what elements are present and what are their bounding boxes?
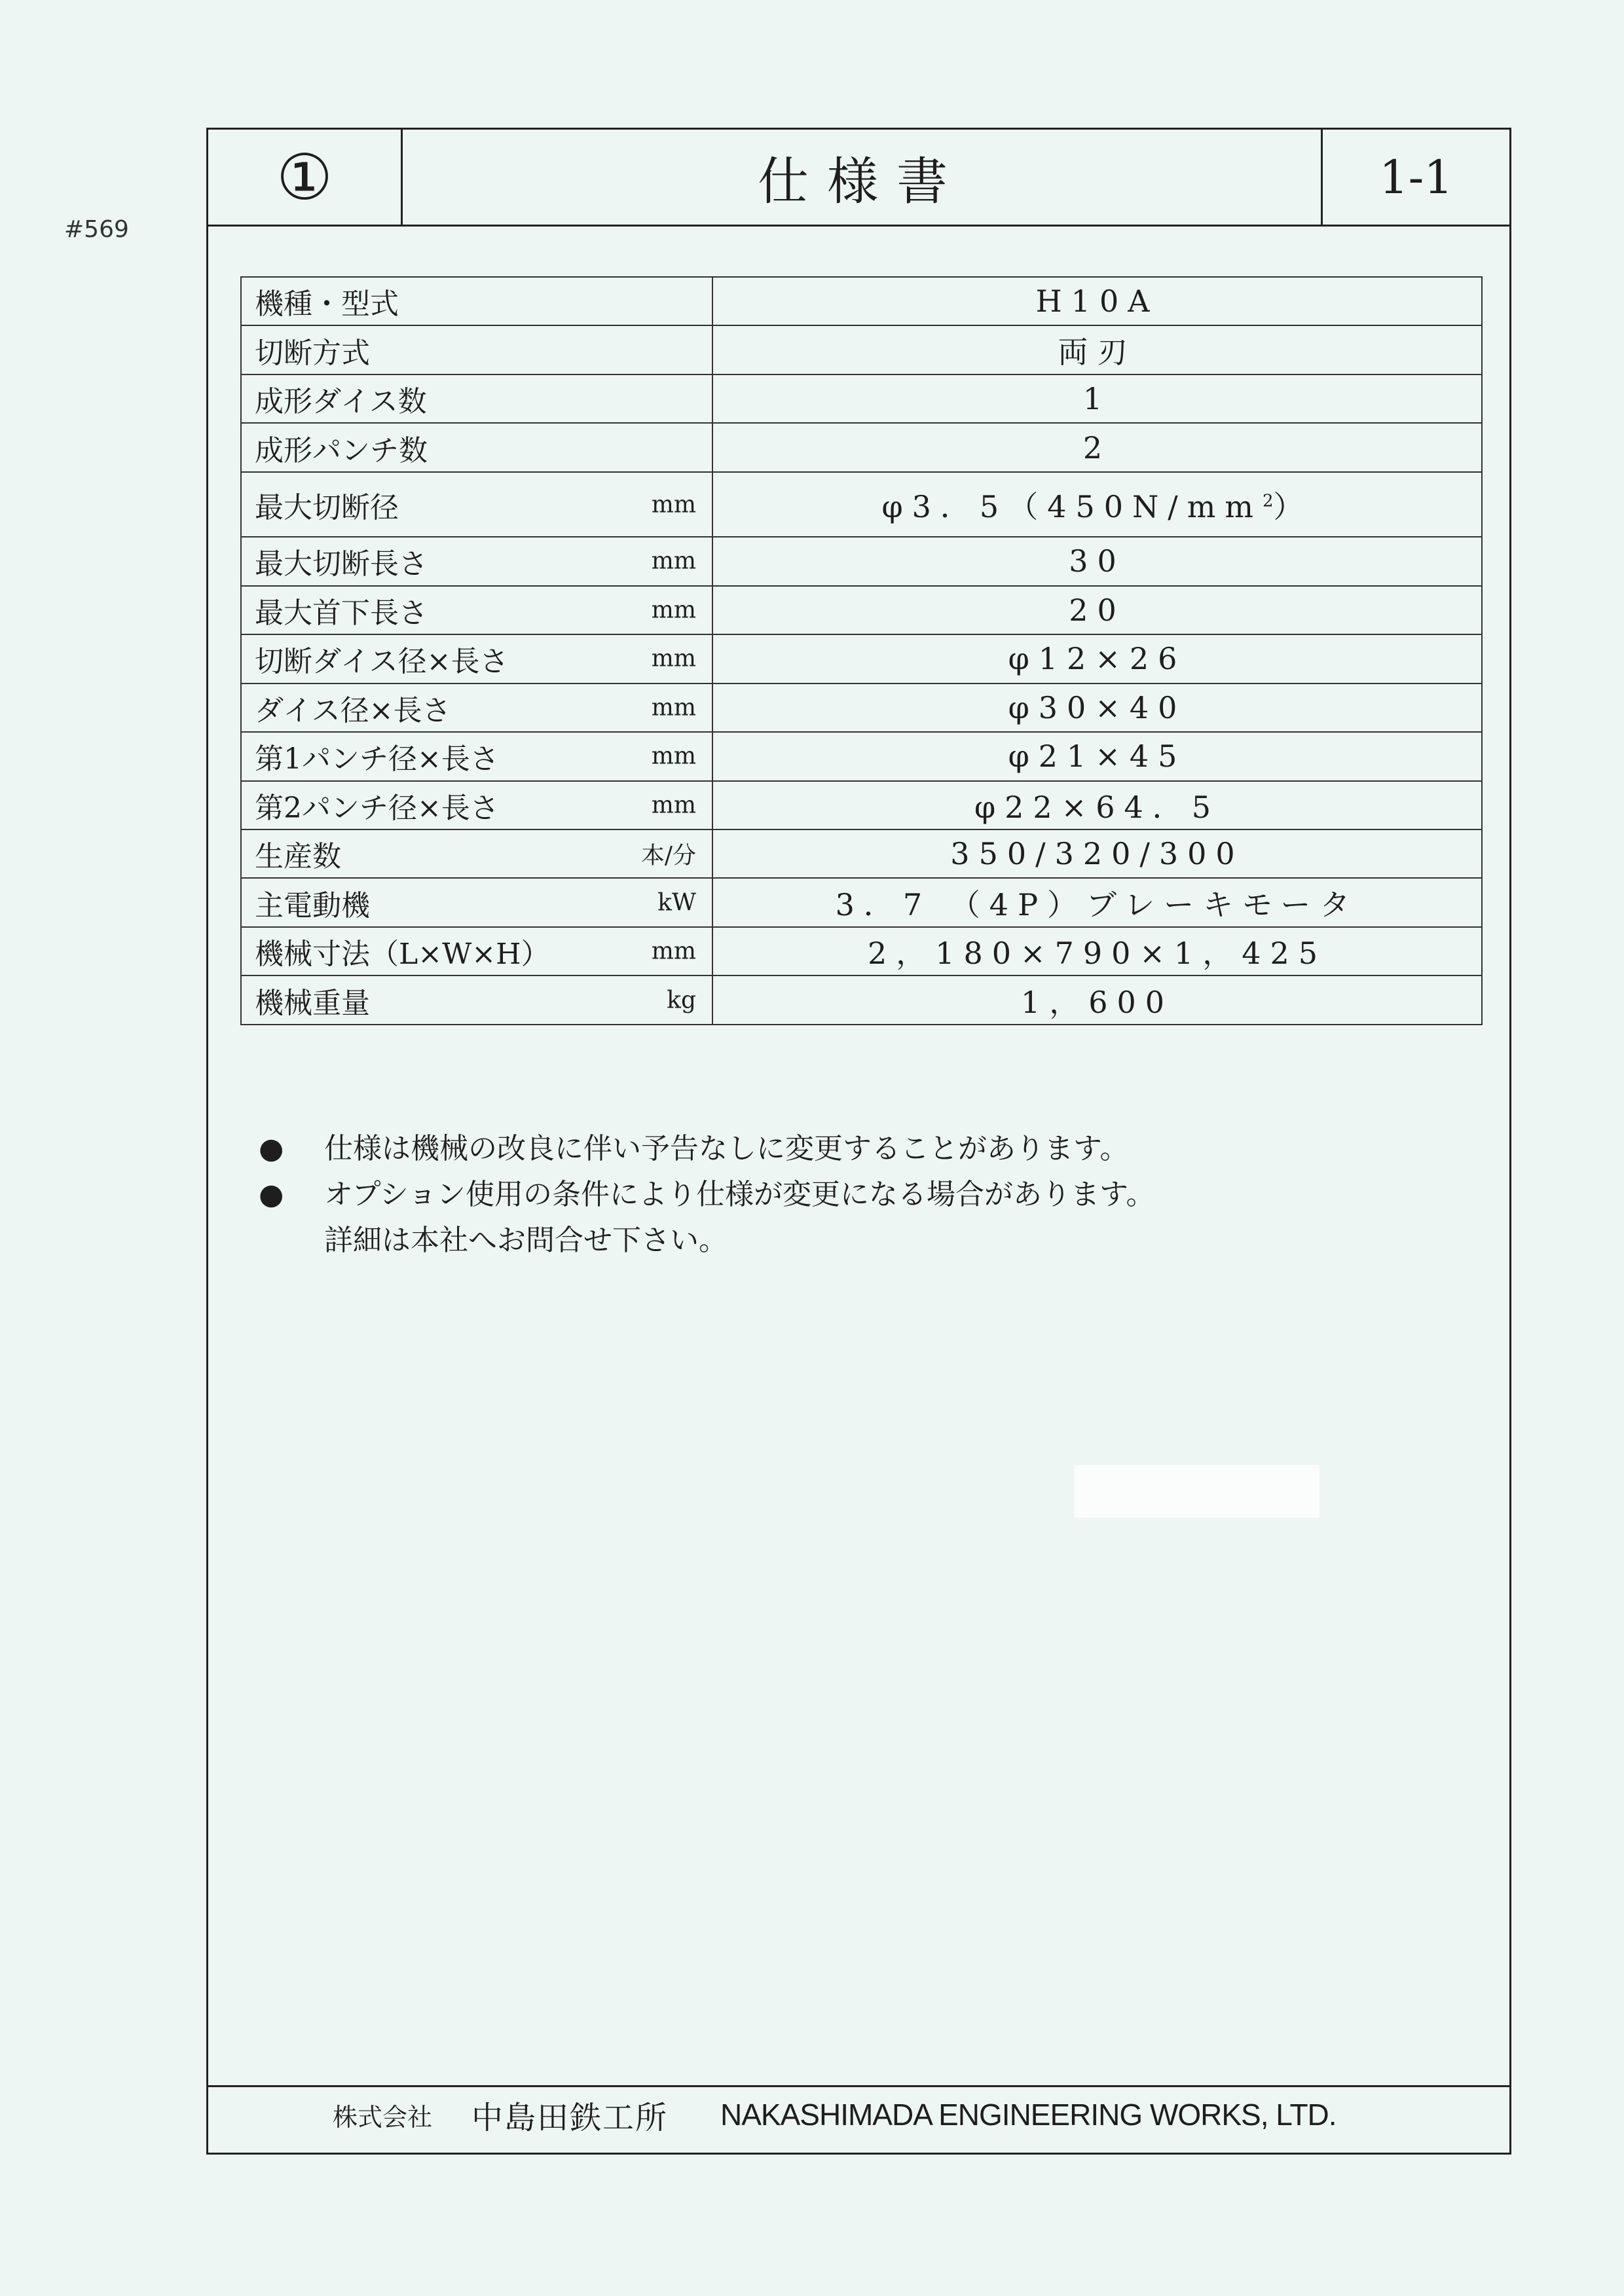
spec-label-cell [241, 423, 712, 471]
spec-value-cell [712, 634, 1482, 683]
spec-value: 1 [1082, 381, 1112, 417]
spec-value: 2 [1082, 429, 1112, 465]
spec-value-cell [712, 829, 1482, 878]
spec-value: 2，180×790×1，425 [867, 936, 1327, 972]
spec-unit: mm [651, 694, 696, 721]
bullet-icon: ● [259, 1178, 284, 1211]
company-name-en: NAKASHIMADA ENGINEERING WORKS, LTD. [720, 2098, 1337, 2132]
spec-row [241, 781, 1482, 829]
spec-value: φ30×40 [1008, 689, 1187, 725]
company-type: 株式会社 [333, 2104, 433, 2132]
spec-label-cell [241, 927, 712, 975]
footer [333, 2088, 1337, 2141]
spec-value: 20 [1069, 592, 1126, 628]
spec-label: 機械重量 [255, 986, 370, 1020]
spec-value: 350/320/300 [950, 836, 1244, 872]
header-number: ① [208, 130, 403, 225]
spec-value-cell [712, 927, 1482, 975]
spec-value-cell [712, 878, 1482, 926]
spec-row [241, 634, 1482, 683]
spec-row [241, 975, 1482, 1025]
note-item [259, 1218, 1372, 1264]
spec-label-cell [241, 537, 712, 585]
spec-label-cell [241, 586, 712, 634]
whiteout-patch [1074, 1465, 1320, 1518]
bullet-icon: ● [259, 1132, 284, 1165]
spec-label-cell [241, 781, 712, 829]
spec-value: φ12×26 [1008, 641, 1187, 677]
spec-value: 3．7 （4P）ブレーキモータ [835, 886, 1359, 922]
spec-label: 切断ダイス径×長さ [255, 645, 509, 679]
spec-label: 切断方式 [255, 336, 370, 370]
spec-value: φ3．5（450N/mm [881, 488, 1263, 524]
spec-value-cell [712, 683, 1482, 732]
spec-row [241, 927, 1482, 975]
spec-row [241, 423, 1482, 471]
handwritten-annotation: #569 [64, 216, 129, 243]
spec-unit: kW [657, 889, 696, 917]
spec-value: 30 [1069, 543, 1126, 579]
spec-value: φ22×64．5 [974, 789, 1221, 825]
spec-unit: mm [651, 938, 696, 965]
spec-label: 最大首下長さ [255, 596, 428, 630]
note-text: オプション使用の条件により仕様が変更になる場合があります。 [324, 1178, 1155, 1211]
spec-label-cell [241, 374, 712, 423]
spec-label: 第1パンチ径×長さ [255, 742, 499, 776]
spec-label-cell [241, 829, 712, 878]
spec-unit: mm [651, 596, 696, 624]
spec-label: ダイス径×長さ [255, 693, 451, 727]
note-text: 詳細は本社へお問合せ下さい。 [324, 1224, 728, 1257]
spec-row [241, 829, 1482, 878]
spec-row [241, 325, 1482, 374]
spec-label-cell [241, 683, 712, 732]
spec-value: 1，600 [1020, 984, 1174, 1020]
spec-value-cell [712, 374, 1482, 423]
notes [259, 1126, 1372, 1264]
spec-row [241, 683, 1482, 732]
spec-row [241, 586, 1482, 634]
spec-label: 機種・型式 [255, 287, 399, 321]
spec-label-cell [241, 277, 712, 325]
spec-row [241, 374, 1482, 423]
spec-unit: mm [651, 742, 696, 770]
header [208, 130, 1509, 227]
note-text: 仕様は機械の改良に伴い予告なしに変更することがあります。 [324, 1132, 1129, 1165]
spec-label-cell [241, 634, 712, 683]
spec-value: H10A [1035, 283, 1159, 319]
spec-label: 生産数 [255, 840, 341, 874]
spec-value-cell [712, 586, 1482, 634]
spec-label: 第2パンチ径×長さ [255, 791, 499, 825]
spec-label: 最大切断径 [255, 490, 399, 524]
spec-unit: mm [651, 645, 696, 672]
spec-label-cell [241, 732, 712, 780]
page-title: 仕様書 [757, 152, 966, 211]
page-number: 1-1 [1321, 130, 1509, 225]
spec-value-cell [712, 537, 1482, 585]
spec-value-superscript: 2 [1262, 491, 1274, 511]
spec-value-tail: ） [1273, 488, 1313, 524]
spec-value-cell [712, 325, 1482, 374]
footer-divider [208, 2085, 1509, 2087]
spec-unit: mm [651, 491, 696, 519]
spec-value: 両刃 [1058, 334, 1137, 370]
spec-value: φ21×45 [1008, 738, 1187, 774]
spec-unit: 本/分 [640, 842, 696, 869]
spec-row [241, 732, 1482, 780]
spec-row [241, 878, 1482, 926]
spec-value-cell [712, 277, 1482, 325]
spec-table [240, 276, 1483, 1025]
spec-label-cell [241, 472, 712, 537]
company-name: 中島田鉄工所 [471, 2100, 669, 2136]
spec-row [241, 277, 1482, 325]
spec-label-cell [241, 878, 712, 926]
spec-row [241, 537, 1482, 585]
spec-unit: mm [651, 792, 696, 819]
spec-value-cell [712, 732, 1482, 780]
note-item [259, 1126, 1372, 1172]
spec-value-cell [712, 781, 1482, 829]
spec-label: 機械寸法（L×W×H） [255, 938, 550, 972]
spec-unit: kg [667, 987, 696, 1014]
spec-label: 主電動機 [255, 888, 370, 922]
spec-unit: mm [651, 547, 696, 575]
note-item [259, 1172, 1372, 1218]
spec-label: 成形ダイス数 [255, 385, 427, 419]
spec-value-cell [712, 423, 1482, 471]
spec-label: 最大切断長さ [255, 547, 428, 581]
spec-label: 成形パンチ数 [255, 433, 428, 467]
spec-value-cell [712, 472, 1482, 537]
spec-value-cell [712, 975, 1482, 1025]
spec-row [241, 472, 1482, 537]
spec-label-cell [241, 325, 712, 374]
spec-label-cell [241, 975, 712, 1025]
